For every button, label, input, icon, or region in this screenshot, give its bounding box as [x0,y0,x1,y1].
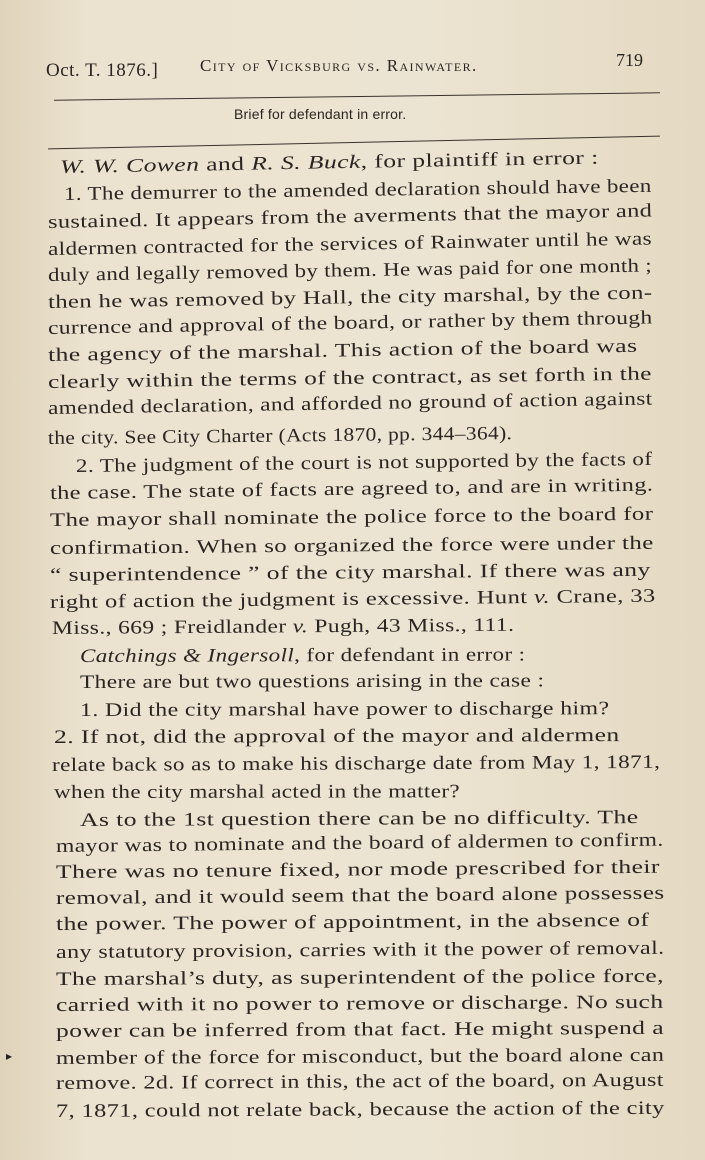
margin-mark: ▸ [6,1049,13,1063]
text-line [50,586,656,614]
text-run: currence and approval of the board, or rather by them through [47,307,653,339]
text-run: “ superintendence ” of the city marshal. If there was any [49,559,651,586]
text-run: the power. The power of appointment, in the absence of [55,909,650,935]
text-run: clearly within the terms of the contract, as set forth in the [47,363,652,393]
text-run: aldermen contracted for the services of Rainwater until he was [47,228,653,260]
text-line [56,1045,664,1070]
text-run: and [199,153,252,176]
text-run: the case. The state of facts are agreed to, and are in writing. [49,474,654,504]
text-line [80,670,544,694]
text-line [52,752,660,777]
text-line [80,807,639,832]
text-run: duly and legally removed by them. He was paid for one month ; [47,255,653,286]
text-run: amended declaration, and afforded no ground of action against [47,388,653,419]
text-line [60,148,599,179]
text-run: , for defendant in error : [294,644,526,667]
text-run: right of action the judgment is excessive. Hunt [49,586,535,613]
text-run: mayor was to nominate and the board of aldermen to confirm. [55,829,664,857]
text-run: 2. If not, did the approval of the mayor and aldermen [53,725,620,748]
text-run: the agency of the marshal. This action of the board was [47,335,638,366]
text-run: removal, and it would seem that the board alone possesses [55,882,665,909]
text-run: member of the force for misconduct, but the board alone can [55,1044,665,1069]
text-line [48,389,653,420]
text-run: , for plaintiff in error : [360,147,599,173]
case-title: City of Vicksburg vs. Rainwater. [200,56,478,75]
text-line [50,560,651,587]
text-line [50,475,654,505]
term-label: Oct. T. 1876.] [46,60,159,81]
text-run: any statutory provision, carries with it the power of removal. [55,937,665,963]
italic-text: W. W. Cowen [59,154,200,178]
brief-subheading: Brief for defendant in error. [234,106,407,122]
text-run: There are but two questions arising in the case : [79,670,545,693]
text-run: sustained. It appears from the averments that the mayor and [47,200,653,233]
text-line [48,256,652,287]
italic-text: v. [292,616,309,638]
text-run: Miss., 669 ; Freidlander [51,616,293,639]
text-line [80,698,610,722]
text-run: 1. Did the city marshal have power to discharge him? [79,698,610,721]
text-line [56,1098,665,1123]
text-run: power can be inferred from that fact. He might suspend a [55,1017,664,1042]
text-line [56,1018,664,1043]
italic-text: Catchings & Ingersoll [79,645,295,667]
text-run: 7, 1871, could not relate back, because the action of the city [55,1097,665,1122]
text-line [56,910,650,936]
text-run: then he was removed by Hall, the city marshal, by the con- [47,282,653,313]
text-run: The mayor shall nominate the police force to the board for [49,503,654,531]
text-line [54,725,620,749]
text-run: remove. 2d. If correct in this, the act of the board, on August [55,1069,664,1094]
text-run: Pugh, 43 Miss., 111. [308,614,515,638]
text-line [56,830,664,858]
text-line [56,938,665,964]
text-run: The marshal’s duty, as superintendent of the police force, [55,965,664,990]
text-line [48,200,653,234]
text-run: 2. The judgment of the court is not supported by the facts of [75,448,653,477]
text-run: relate back so as to make his discharge date from May 1, 1871, [51,751,661,776]
text-line [50,533,654,560]
text-line [56,883,665,910]
italic-text: v. [533,586,551,608]
italic-text: R. S. Buck [251,151,361,175]
text-line [56,857,660,884]
text-line [56,966,664,991]
text-line [50,504,654,532]
text-run: As to the 1st question there can be no difficulty. The [79,807,639,831]
text-run: the city. See City Charter (Acts 1870, pp. 344–364). [47,423,513,449]
text-run: when the city marshal acted in the matter? [53,781,461,803]
text-run: Crane, 33 [549,585,656,608]
text-line [54,781,460,804]
text-line [52,615,514,640]
text-run: There was no tenure fixed, nor mode prescribed for their [55,856,660,883]
text-line [56,992,664,1017]
page-number: 719 [616,50,643,70]
text-line [80,644,525,668]
text-run: confirmation. When so organized the force were under the [49,532,654,559]
text-line [48,423,512,450]
text-line [76,449,653,478]
text-run: carried with it no power to remove or discharge. No such [55,991,664,1016]
text-line [56,1070,664,1095]
text-line [48,336,638,367]
text-run: 1. The demurrer to the amended declaration should have been [63,175,652,205]
